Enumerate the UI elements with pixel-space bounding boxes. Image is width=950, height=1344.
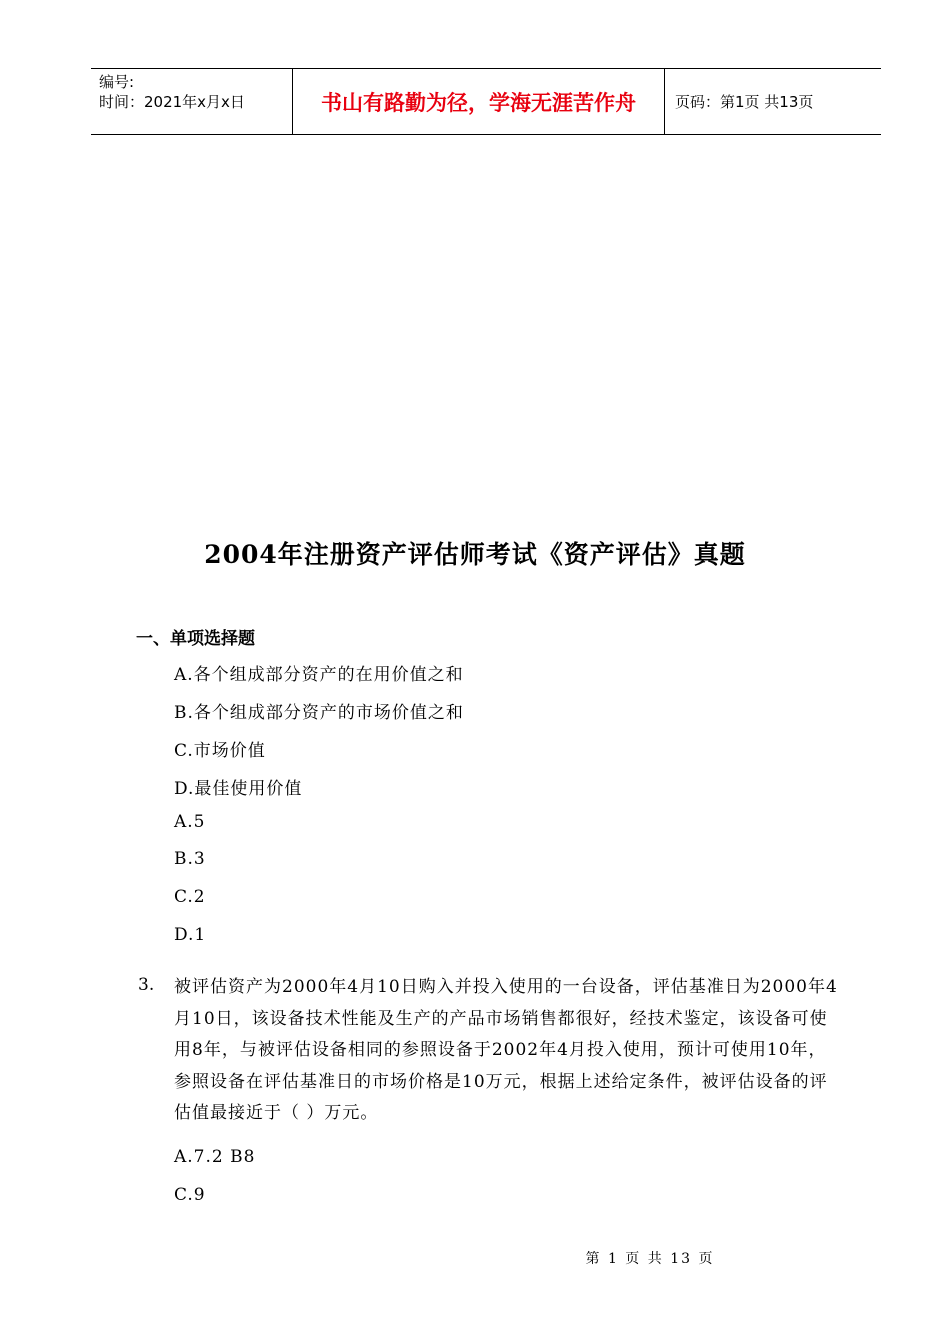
option-item: B.各个组成部分资产的市场价值之和 bbox=[174, 703, 464, 723]
option-item: D.最佳使用价值 bbox=[174, 779, 303, 799]
section-heading: 一、单项选择题 bbox=[136, 629, 255, 649]
option-item: A.7.2 B8 bbox=[174, 1147, 256, 1167]
option-item: B.3 bbox=[174, 849, 206, 869]
option-item: C.2 bbox=[174, 887, 206, 907]
question-number: 3. bbox=[138, 975, 155, 995]
number-label: 编号: bbox=[99, 73, 135, 91]
option-item: D.1 bbox=[174, 925, 207, 945]
time-label: 时间：2021年x月x日 bbox=[99, 93, 245, 111]
option-item: C.市场价值 bbox=[174, 741, 266, 761]
question-text: 被评估资产为2000年4月10日购入并投入使用的一台设备，评估基准日为2000年4月10日，该设备技术性能及生产的产品市场销售都很好，经技术鉴定，该设备可使用8年，与被评估设备相同的参照设备于2002年4月投入使用，预计可使用10年，参照设备在评估基准日的市场价格是10万元，根据上述给定条件，被评估设备的评估值最接近于（ ）万元。 bbox=[174, 977, 838, 1123]
option-item: C.9 bbox=[174, 1185, 206, 1205]
document-title: 2004年注册资产评估师考试《资产评估》真题 bbox=[204, 540, 746, 569]
option-item: A.5 bbox=[174, 812, 206, 832]
page-footer: 第 1 页 共 13 页 bbox=[585, 1251, 715, 1267]
header-motto: 书山有路勤为径，学海无涯苦作舟 bbox=[293, 69, 665, 134]
header-meta bbox=[91, 69, 293, 134]
option-item: A.各个组成部分资产的在用价值之和 bbox=[174, 665, 464, 685]
page-header bbox=[91, 68, 881, 135]
header-page-info: 页码：第1页 共13页 bbox=[675, 93, 814, 111]
